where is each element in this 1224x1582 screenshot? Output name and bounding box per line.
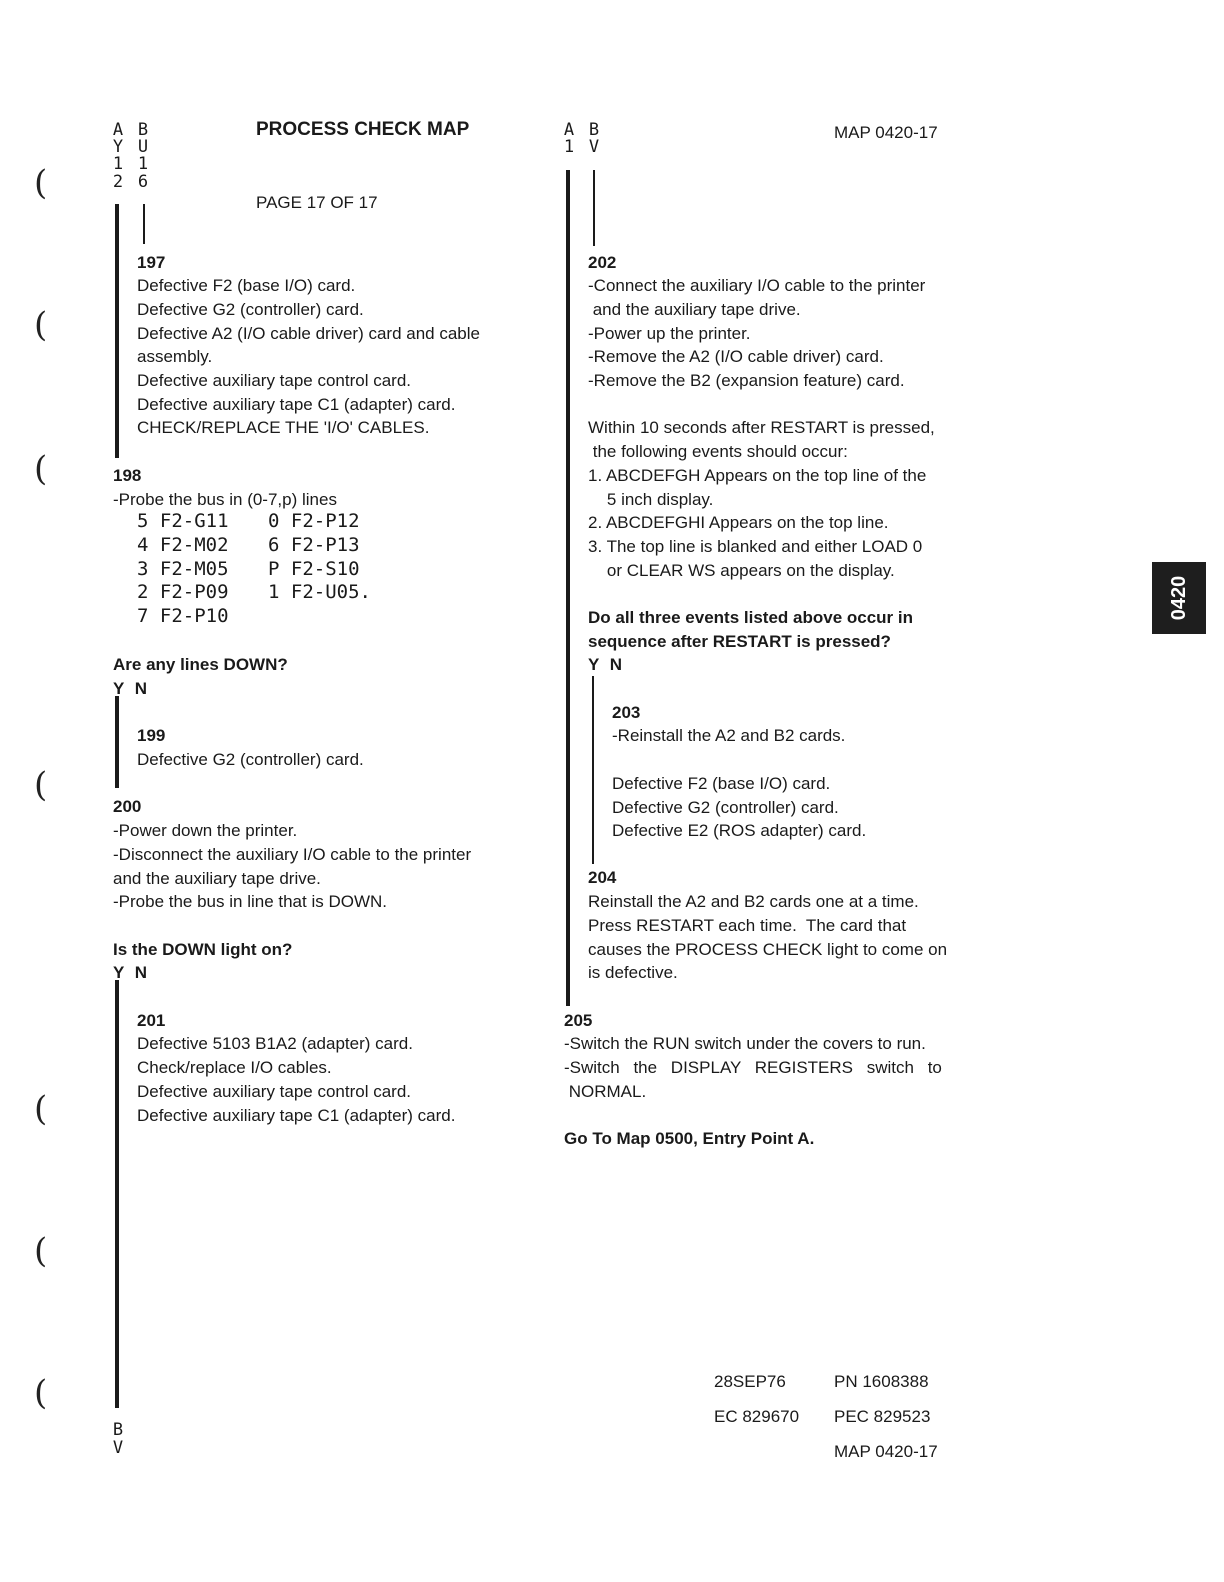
probe-line: 2 F2-P09 [137,581,229,603]
probe-line: 0 F2-P12 [268,510,360,532]
connector-b-digit: 1 [137,154,149,174]
step-205-line: -Switch the DISPLAY REGISTERS switch to [564,1058,942,1077]
step-203-line: Defective G2 (controller) card. [612,798,839,817]
step-205-line: NORMAL. [564,1082,647,1101]
step-number-199: 199 [137,726,166,745]
events-intro: the following events should occur: [588,442,848,461]
step-203-line: Defective E2 (ROS adapter) card. [612,821,867,840]
connector-a-digit: 1 [112,154,124,174]
flow-line-a [566,170,570,1006]
flow-line-y [592,676,594,864]
step-204-line: Press RESTART each time. The card that [588,916,907,935]
step-198-line: -Probe the bus in (0-7,p) lines [113,490,337,509]
flow-line-y [115,980,119,1408]
flow-line-b [593,170,595,246]
footer-ec-number: EC 829670 [714,1407,800,1426]
probe-line: 4 F2-M02 [137,534,229,556]
step-number-200: 200 [113,797,142,816]
footer-part-number: PN 1608388 [834,1372,929,1391]
footer-pec-number: PEC 829523 [834,1407,931,1426]
step-200-line: -Probe the bus in line that is DOWN. [113,892,388,911]
step-197-line: Defective G2 (controller) card. [137,300,364,319]
probe-line: 6 F2-P13 [268,534,360,556]
probe-line: 1 F2-U05. [268,581,371,603]
footer-date: 28SEP76 [714,1372,786,1391]
flow-line-b [143,204,145,244]
yes-no-label: Y N [113,963,148,982]
connector-b-letter: B [112,1420,124,1440]
step-201-line: Defective 5103 B1A2 (adapter) card. [137,1034,413,1053]
step-202-line: -Connect the auxiliary I/O cable to the printer [588,276,926,295]
step-197-line: Defective F2 (base I/O) card. [137,276,356,295]
step-200-line: and the auxiliary tape drive. [113,869,321,888]
goto-instruction: Go To Map 0500, Entry Point A. [564,1129,815,1148]
step-201-line: Defective auxiliary tape control card. [137,1082,412,1101]
footer-map-id: MAP 0420-17 [834,1442,938,1461]
step-197-line: assembly. [137,347,213,366]
event-line: 3. The top line is blanked and either LOAD 0 [588,537,923,556]
step-197-line: Defective auxiliary tape control card. [137,371,412,390]
page-number: PAGE 17 OF 17 [256,193,378,212]
step-202-line: and the auxiliary tape drive. [588,300,801,319]
connector-b-digit: V [112,1438,124,1458]
binder-mark: ( [34,765,48,805]
step-204-line: Reinstall the A2 and B2 cards one at a time. [588,892,919,911]
step-204-line: causes the PROCESS CHECK light to come on [588,940,948,959]
section-tab [1152,562,1206,634]
connector-b-digit: 6 [137,172,149,192]
page-title: PROCESS CHECK MAP [256,119,470,140]
step-197-line: Defective auxiliary tape C1 (adapter) card. [137,395,456,414]
connector-b-letter: B [588,120,600,140]
question-202: Do all three events listed above occur in [588,608,913,627]
connector-b-digit: U [137,137,149,157]
map-id: MAP 0420-17 [834,123,938,142]
step-number-202: 202 [588,253,617,272]
yes-no-label: Y N [588,655,623,674]
probe-line: 3 F2-M05 [137,558,229,580]
step-202-line: -Power up the printer. [588,324,751,343]
probe-line: P F2-S10 [268,558,360,580]
step-203-line: Defective F2 (base I/O) card. [612,774,831,793]
step-205-line: -Switch the RUN switch under the covers to run. [564,1034,926,1053]
event-line: 5 inch display. [588,490,714,509]
probe-line: 7 F2-P10 [137,605,229,627]
step-202-line: -Remove the B2 (expansion feature) card. [588,371,905,390]
yes-no-label: Y N [113,679,148,698]
binder-mark: ( [34,449,48,489]
flow-line-y [115,696,119,788]
event-line: 1. ABCDEFGH Appears on the top line of the [588,466,927,485]
connector-a-letter: A [563,120,575,140]
step-200-line: -Power down the printer. [113,821,298,840]
binder-mark: ( [34,305,48,345]
step-200-line: -Disconnect the auxiliary I/O cable to the printer [113,845,472,864]
question-202: sequence after RESTART is pressed? [588,632,891,651]
connector-a-digit: 1 [563,137,575,157]
connector-a-digit: Y [112,137,124,157]
step-number-197: 197 [137,253,166,272]
step-number-205: 205 [564,1011,593,1030]
event-line: 2. ABCDEFGHI Appears on the top line. [588,513,889,532]
section-tab-label: 0420 [1168,575,1190,621]
step-203-line: -Reinstall the A2 and B2 cards. [612,726,846,745]
step-number-203: 203 [612,703,641,722]
step-201-line: Defective auxiliary tape C1 (adapter) card. [137,1106,456,1125]
connector-a-letter: A [112,120,124,140]
step-number-204: 204 [588,868,617,887]
step-199-line: Defective G2 (controller) card. [137,750,364,769]
step-197-line: CHECK/REPLACE THE 'I/O' CABLES. [137,418,430,437]
step-197-line: Defective A2 (I/O cable driver) card and cable [137,324,480,343]
event-line: or CLEAR WS appears on the display. [588,561,895,580]
step-number-198: 198 [113,466,142,485]
connector-b-letter: B [137,120,149,140]
flow-line-a [115,204,119,458]
connector-b-digit: V [588,137,600,157]
question-200: Is the DOWN light on? [113,940,293,959]
question-198: Are any lines DOWN? [113,655,288,674]
connector-a-digit: 2 [112,172,124,192]
binder-mark: ( [34,163,48,203]
binder-mark: ( [34,1231,48,1271]
step-204-line: is defective. [588,963,678,982]
step-201-line: Check/replace I/O cables. [137,1058,332,1077]
probe-line: 5 F2-G11 [137,510,229,532]
step-202-line: -Remove the A2 (I/O cable driver) card. [588,347,884,366]
events-intro: Within 10 seconds after RESTART is pressed, [588,418,935,437]
binder-mark: ( [34,1089,48,1129]
step-number-201: 201 [137,1011,166,1030]
binder-mark: ( [34,1373,48,1413]
